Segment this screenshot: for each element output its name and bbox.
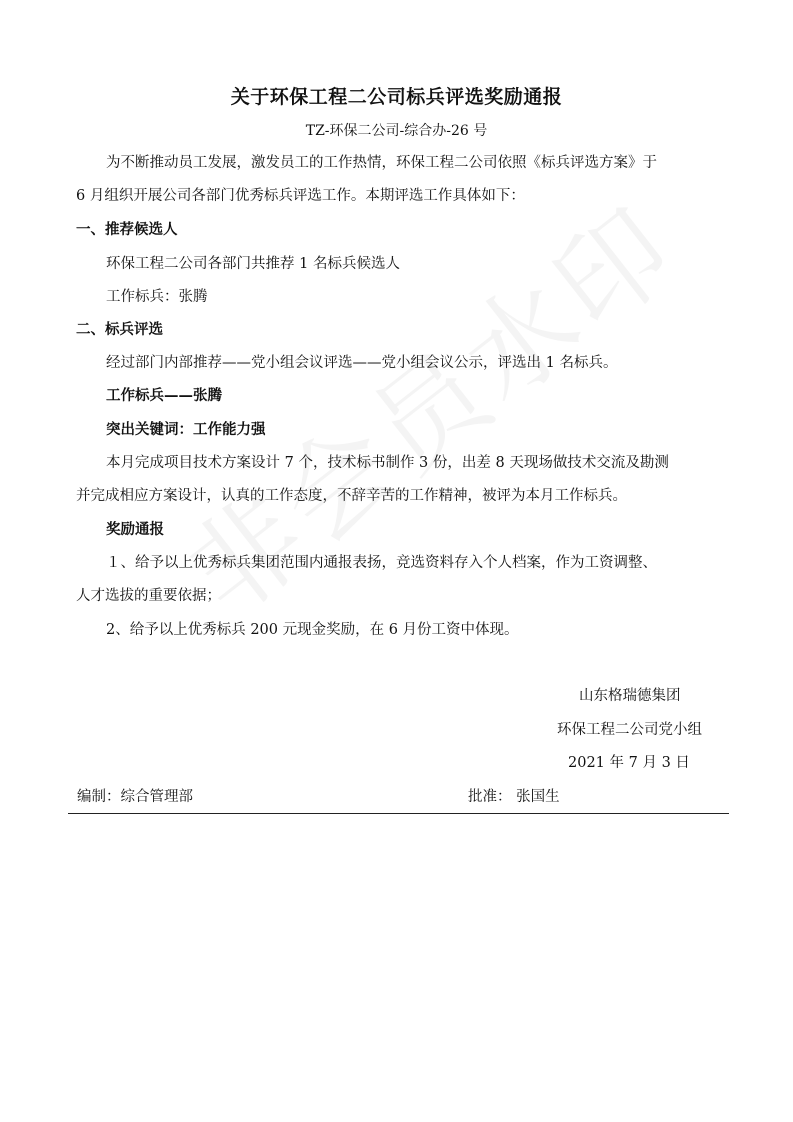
section-2-keyword: 突出关键词：工作能力强 — [106, 422, 266, 438]
reward-item-1-line-1: １、给予以上优秀标兵集团范围内通报表扬，竞选资料存入个人档案，作为工资调整、 — [106, 555, 657, 571]
footer-divider — [68, 813, 729, 814]
document-number: TZ-环保二公司-综合办-26 号 — [305, 123, 488, 139]
section-2-heading: 二、标兵评选 — [76, 322, 163, 338]
intro-line-2: 6 月组织开展公司各部门优秀标兵评选工作。本期评选工作具体如下： — [76, 188, 525, 204]
signature-dept: 环保工程二公司党小组 — [557, 722, 702, 738]
section-3-heading: 奖励通报 — [106, 522, 164, 538]
signature-date: 2021 年 7 月 3 日 — [568, 755, 690, 771]
reward-item-2: 2、给予以上优秀标兵 200 元现金奖励，在 6 月份工资中体现。 — [106, 622, 519, 638]
section-2-body-2: 并完成相应方案设计，认真的工作态度，不辞辛苦的工作精神，被评为本月工作标兵。 — [76, 488, 627, 504]
footer-compiled-by: 编制：综合管理部 — [77, 789, 193, 805]
document-title: 关于环保工程二公司标兵评选奖励通报 — [230, 86, 563, 108]
signature-org: 山东格瑞德集团 — [579, 688, 681, 704]
reward-item-1-line-2: 人才选拔的重要依据； — [76, 588, 221, 604]
section-1-line-2: 工作标兵：张腾 — [106, 289, 208, 305]
section-1-heading: 一、推荐候选人 — [76, 222, 178, 238]
intro-line-1: 为不断推动员工发展，激发员工的工作热情，环保工程二公司依照《标兵评选方案》于 — [106, 155, 657, 171]
section-2-line-1: 经过部门内部推荐——党小组会议评选——党小组会议公示，评选出 1 名标兵。 — [106, 355, 618, 371]
section-1-line-1: 环保工程二公司各部门共推荐 1 名标兵候选人 — [106, 256, 400, 272]
section-2-body-1: 本月完成项目技术方案设计 7 个，技术标书制作 3 份，出差 8 天现场做技术交流及勘测 — [106, 455, 669, 471]
footer-approved-by: 批准： 张国生 — [468, 789, 560, 805]
section-2-subheading: 工作标兵——张腾 — [106, 388, 222, 404]
